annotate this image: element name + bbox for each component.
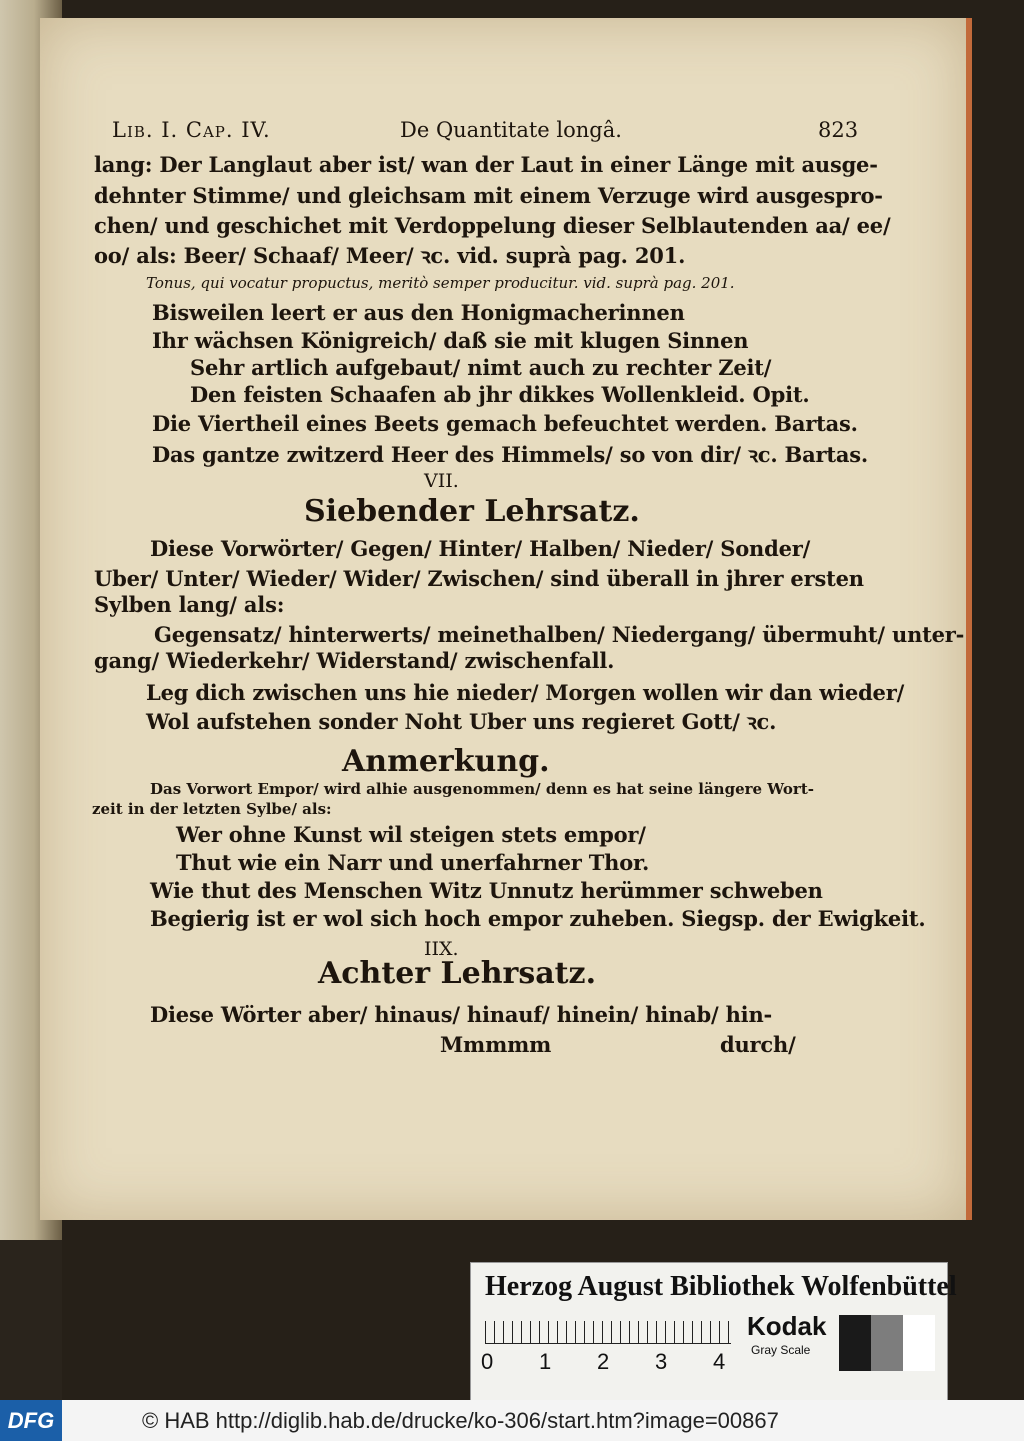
body-line: lang: Der Langlaut aber ist/ wan der Laut in einer Länge mit ausge-	[94, 152, 878, 177]
swatch-black	[839, 1315, 871, 1371]
anmerkung-heading: Anmerkung.	[342, 744, 550, 779]
verse-line: Wie thut des Menschen Witz Unnutz herümmer schweben	[150, 878, 823, 903]
copyright-url[interactable]: © HAB http://diglib.hab.de/drucke/ko-306/start.htm?image=00867	[142, 1408, 779, 1433]
body-line: chen/ und geschichet mit Verdoppelung dieser Selblautenden aa/ ee/	[94, 213, 891, 238]
rule-line: Uber/ Unter/ Wieder/ Wider/ Zwischen/ sind überall in jhrer ersten	[94, 566, 864, 591]
ruler-number: 3	[655, 1349, 668, 1374]
signature-mark: Mmmmm	[440, 1032, 552, 1057]
verse-line: Das gantze zwitzerd Heer des Himmels/ so von dir/ ꝛc. Bartas.	[152, 442, 869, 467]
running-head-center: De Quantitate longâ.	[400, 118, 622, 142]
verse-line: Den feisten Schaafen ab jhr dikkes Wollenkleid. Opit.	[190, 382, 810, 407]
library-name: Herzog August Bibliothek Wolfenbüttel	[485, 1271, 957, 1302]
latin-note: Tonus, qui vocatur propuctus, meritò semper producitur. vid. suprà pag. 201.	[146, 274, 735, 292]
section-heading: Achter Lehrsatz.	[318, 956, 597, 991]
running-head-left: Lib. I. Cap. IV.	[112, 118, 271, 142]
gray-scale-label: Gray Scale	[751, 1343, 811, 1357]
footer-bar	[0, 1400, 1024, 1441]
verse-line: Begierig ist er wol sich hoch empor zuheben. Siegsp. der Ewigkeit.	[150, 906, 926, 931]
body-line: dehnter Stimme/ und gleichsam mit einem Verzuge wird ausgespro-	[94, 183, 883, 208]
swatch-white	[903, 1315, 935, 1371]
section-numeral: VII.	[424, 470, 459, 492]
rule-line: Diese Wörter aber/ hinaus/ hinauf/ hinein/ hinab/ hin-	[150, 1002, 773, 1027]
verse-line: Wer ohne Kunst wil steigen stets empor/	[176, 822, 646, 847]
example-line: gang/ Wiederkehr/ Widerstand/ zwischenfall.	[94, 648, 615, 673]
ruler-number: 2	[597, 1349, 610, 1374]
verse-line: Bisweilen leert er aus den Honigmacherinnen	[152, 300, 685, 325]
gray-swatches	[839, 1315, 935, 1371]
body-line: oo/ als: Beer/ Schaaf/ Meer/ ꝛc. vid. suprà pag. 201.	[94, 243, 686, 268]
left-background	[0, 1240, 62, 1400]
ruler-number: 1	[539, 1349, 552, 1374]
verse-line: Ihr wächsen Königreich/ daß sie mit klugen Sinnen	[152, 328, 749, 353]
page-number: 823	[818, 118, 859, 142]
scale-ruler	[485, 1311, 731, 1344]
catchword: durch/	[720, 1032, 796, 1057]
verse-line: Sehr artlich aufgebaut/ nimt auch zu rechter Zeit/	[190, 355, 772, 380]
section-heading: Siebender Lehrsatz.	[304, 494, 640, 529]
ruler-number: 4	[713, 1349, 726, 1374]
verse-line: Wol aufstehen sonder Noht Uber uns regieret Gott/ ꝛc.	[146, 709, 777, 734]
ruler-number: 0	[481, 1349, 494, 1374]
example-line: Gegensatz/ hinterwerts/ meinethalben/ Niedergang/ übermuht/ unter-	[154, 622, 965, 647]
verse-line: Leg dich zwischen uns hie nieder/ Morgen wollen wir dan wieder/	[146, 680, 905, 705]
ruler-numbers	[481, 1349, 741, 1379]
verse-line: Die Viertheil eines Beets gemach befeuchtet werden. Bartas.	[152, 411, 858, 436]
swatch-gray	[871, 1315, 903, 1371]
section-numeral: IIX.	[424, 938, 459, 960]
note-line: zeit in der letzten Sylbe/ als:	[92, 800, 332, 818]
rule-line: Diese Vorwörter/ Gegen/ Hinter/ Halben/ Nieder/ Sonder/	[150, 536, 811, 561]
color-target	[470, 1262, 957, 1404]
running-head	[112, 118, 859, 150]
rule-line: Sylben lang/ als:	[94, 592, 285, 617]
note-line: Das Vorwort Empor/ wird alhie ausgenommen/ denn es hat seine längere Wort-	[150, 780, 814, 798]
dfg-logo[interactable]: DFG	[0, 1400, 62, 1441]
verse-line: Thut wie ein Narr und unerfahrner Thor.	[176, 850, 650, 875]
kodak-logo: Kodak	[747, 1311, 827, 1341]
